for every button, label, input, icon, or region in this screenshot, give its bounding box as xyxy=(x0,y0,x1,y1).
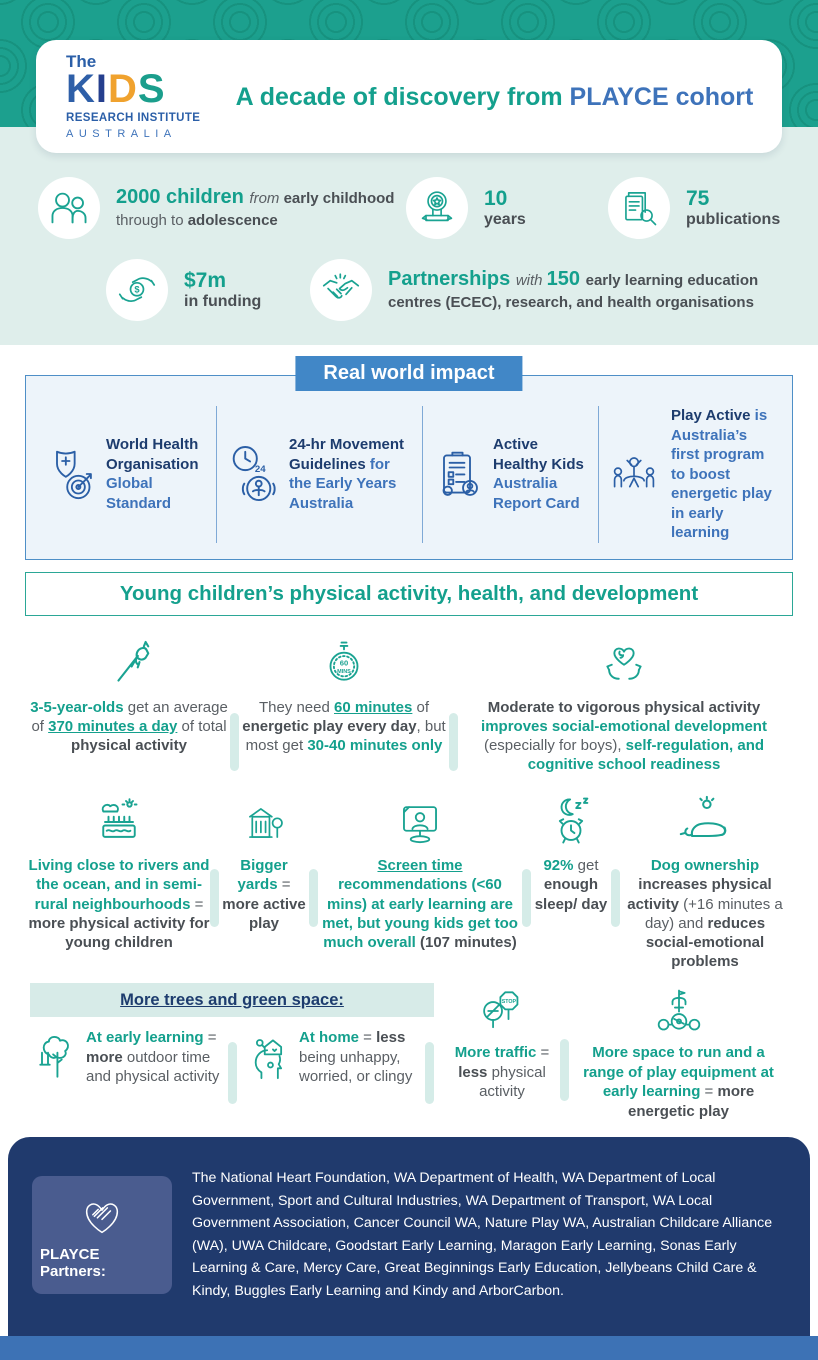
fact-screen-time-text: Screen time recommendations (<60 mins) at early learning are met, but young kids get too much overall (107 minutes) xyxy=(322,857,518,951)
stat-years-label: years xyxy=(484,210,526,228)
stat-years-text xyxy=(484,187,526,230)
fact-waterfront-text: Living close to rivers and the ocean, and in semi-rural neighbourhoods = more physical activity for young children xyxy=(28,857,210,951)
fact-sleep xyxy=(531,787,611,971)
fact-bigger-yards xyxy=(219,787,309,971)
logo-the: The xyxy=(66,52,97,72)
fact-play-space xyxy=(569,983,788,1121)
stat-children xyxy=(38,177,406,239)
green-space-left-row xyxy=(30,1028,434,1104)
impact-item-guidelines xyxy=(216,406,422,543)
divider xyxy=(611,869,620,927)
stat-partnerships-text: Partnerships with 150 early learning education centres (ECEC), research, and health organisations xyxy=(388,268,759,312)
divider xyxy=(560,1039,569,1101)
children-icon xyxy=(38,177,100,239)
publications-icon xyxy=(608,177,670,239)
traffic-signs-icon xyxy=(476,983,528,1037)
stats-section xyxy=(0,127,818,345)
fact-trees-early-learning xyxy=(30,1028,228,1104)
svg-text:24: 24 xyxy=(254,464,266,476)
screen-time-icon xyxy=(393,787,447,849)
waterfront-icon xyxy=(91,787,147,849)
medal-icon xyxy=(406,177,468,239)
stats-row-2 xyxy=(0,259,818,321)
fact-play-space-text: More space to run and a range of play equipment at early learning = more energetic play xyxy=(583,1044,774,1120)
svg-text:STOP: STOP xyxy=(501,999,517,1006)
stat-publications-label: publications xyxy=(686,210,781,228)
stats-row-1 xyxy=(0,177,818,239)
fact-trees-home xyxy=(237,1028,425,1104)
home-mind-icon xyxy=(245,1028,291,1084)
fact-traffic xyxy=(444,983,560,1102)
divider xyxy=(449,713,458,771)
dog-icon xyxy=(675,787,735,849)
impact-item-guidelines-text: 24-hr Movement Guidelines for the Early Years Australia xyxy=(289,436,405,512)
heart-hands-icon xyxy=(79,1192,125,1236)
fact-mvpa-development-text: Moderate to vigorous physical activity improves social-emotional development (especially for boys), self-regulation, and cognitive school readiness xyxy=(481,698,767,774)
fact-370-minutes-text: 3-5-year-olds get an average of 370 minutes a day of total physical activity xyxy=(30,698,228,754)
report-card-icon xyxy=(431,446,483,502)
tree-swing-icon xyxy=(30,1028,78,1086)
logo-research-institute: RESEARCH INSTITUTE xyxy=(66,112,201,125)
real-world-impact-section xyxy=(25,356,793,560)
stat-children-text: 2000 children from early childhood through to adolescence xyxy=(116,186,395,230)
stat-partnerships xyxy=(310,259,818,321)
green-space-banner: More trees and green space: xyxy=(30,983,434,1017)
divider xyxy=(309,869,318,927)
stopwatch-60-icon xyxy=(317,629,371,691)
facts-row-1 xyxy=(0,616,818,775)
stat-publications-text xyxy=(686,187,780,230)
fact-waterfront xyxy=(28,787,210,971)
impact-item-report-card xyxy=(422,406,598,543)
real-world-impact-banner: Real world impact xyxy=(295,356,522,391)
fact-mvpa-development xyxy=(458,629,790,775)
green-space-right xyxy=(434,983,788,1121)
sleep-icon xyxy=(546,787,596,849)
mind-hands-icon xyxy=(596,629,652,691)
divider xyxy=(425,1042,434,1104)
play-group-icon xyxy=(607,451,661,497)
funding-icon xyxy=(106,259,168,321)
impact-item-report-card-text: Active Healthy Kids Australia Report Card xyxy=(493,436,584,512)
fact-60-minutes xyxy=(239,629,449,775)
stat-publications-value: 75 xyxy=(686,186,710,210)
impact-item-play-active xyxy=(598,406,782,543)
clock-24-icon xyxy=(225,444,279,504)
svg-text:MINS: MINS xyxy=(337,668,351,675)
divider xyxy=(522,869,531,927)
logo-kids-wordmark: KIDS xyxy=(66,67,166,112)
real-world-impact-box xyxy=(25,375,793,560)
handshake-icon xyxy=(310,259,372,321)
facts-row-2 xyxy=(0,774,818,971)
page-title: A decade of discovery from PLAYCE cohort xyxy=(235,82,754,111)
divider xyxy=(210,869,219,927)
fact-traffic-text: More traffic = less physical activity xyxy=(454,1044,550,1101)
playce-partners-box xyxy=(32,1176,172,1294)
partners-list: The National Heart Foundation, WA Department of Health, WA Department of Local Government, Sport and Cultural Industries, WA Department of Transport, WA Local Government Association, Cancer Council WA, Nature Play WA, Australian Childcare Alliance (WA), UWA Childcare, Goodstart Early Learning, Maragon Early Learning, Sonas Early Learning & Care, Mercy Care, Great Beginnings Early Education, Jellybeans Child Care & Kindy, Buggles Early Learning and Kindy and ArborCarbon. xyxy=(192,1170,773,1299)
fact-trees-home-text: At home = less being unhappy, worried, or clingy xyxy=(299,1029,413,1086)
hobby-horse-icon xyxy=(101,629,157,691)
playce-partners-label: PLAYCE Partners: xyxy=(40,1245,106,1280)
impact-item-who-text: World Health Organisation Global Standard xyxy=(106,436,199,512)
header-pattern-band xyxy=(0,0,818,140)
stat-funding-text xyxy=(184,269,261,312)
partners-footer xyxy=(8,1137,810,1336)
green-space-left xyxy=(30,983,434,1121)
kids-research-institute-logo xyxy=(36,53,231,140)
section-title: Young children’s physical activity, health, and development xyxy=(25,572,793,616)
fact-trees-early-learning-text: At early learning = more outdoor time and physical activity xyxy=(86,1029,220,1086)
fact-screen-time xyxy=(318,787,522,971)
fact-bigger-yards-text: Bigger yards = more active play xyxy=(222,857,306,932)
stat-years-value: 10 xyxy=(484,186,508,210)
fact-370-minutes xyxy=(28,629,230,775)
stat-years xyxy=(406,177,608,239)
divider xyxy=(228,1042,237,1104)
stat-funding xyxy=(106,259,310,321)
tricycle-icon xyxy=(653,983,705,1037)
svg-text:$: $ xyxy=(134,284,140,295)
fact-dog-ownership-text: Dog ownership increases physical activity (+16 minutes a day) and reduces social-emotional problems xyxy=(627,857,783,971)
stat-funding-label: in funding xyxy=(184,292,262,310)
shield-target-icon xyxy=(44,445,96,503)
green-space-section xyxy=(30,983,788,1121)
svg-text:60: 60 xyxy=(339,657,349,667)
stat-publications xyxy=(608,177,790,239)
bottom-strip xyxy=(0,1336,818,1360)
stat-funding-value: $7m xyxy=(184,268,227,292)
house-yard-icon xyxy=(239,787,289,849)
fact-sleep-text: 92% get enough sleep/ day xyxy=(534,857,608,913)
impact-item-who xyxy=(36,406,216,543)
divider xyxy=(230,713,239,771)
header-card xyxy=(36,40,782,153)
logo-australia: AUSTRALIA xyxy=(66,127,177,140)
impact-item-play-active-text: Play Active is Australia’s first program to boost energetic play in early learning xyxy=(671,407,772,541)
fact-60-minutes-text: They need 60 minutes of energetic play every day, but most get 30-40 minutes only xyxy=(242,698,446,754)
fact-dog-ownership xyxy=(620,787,790,971)
